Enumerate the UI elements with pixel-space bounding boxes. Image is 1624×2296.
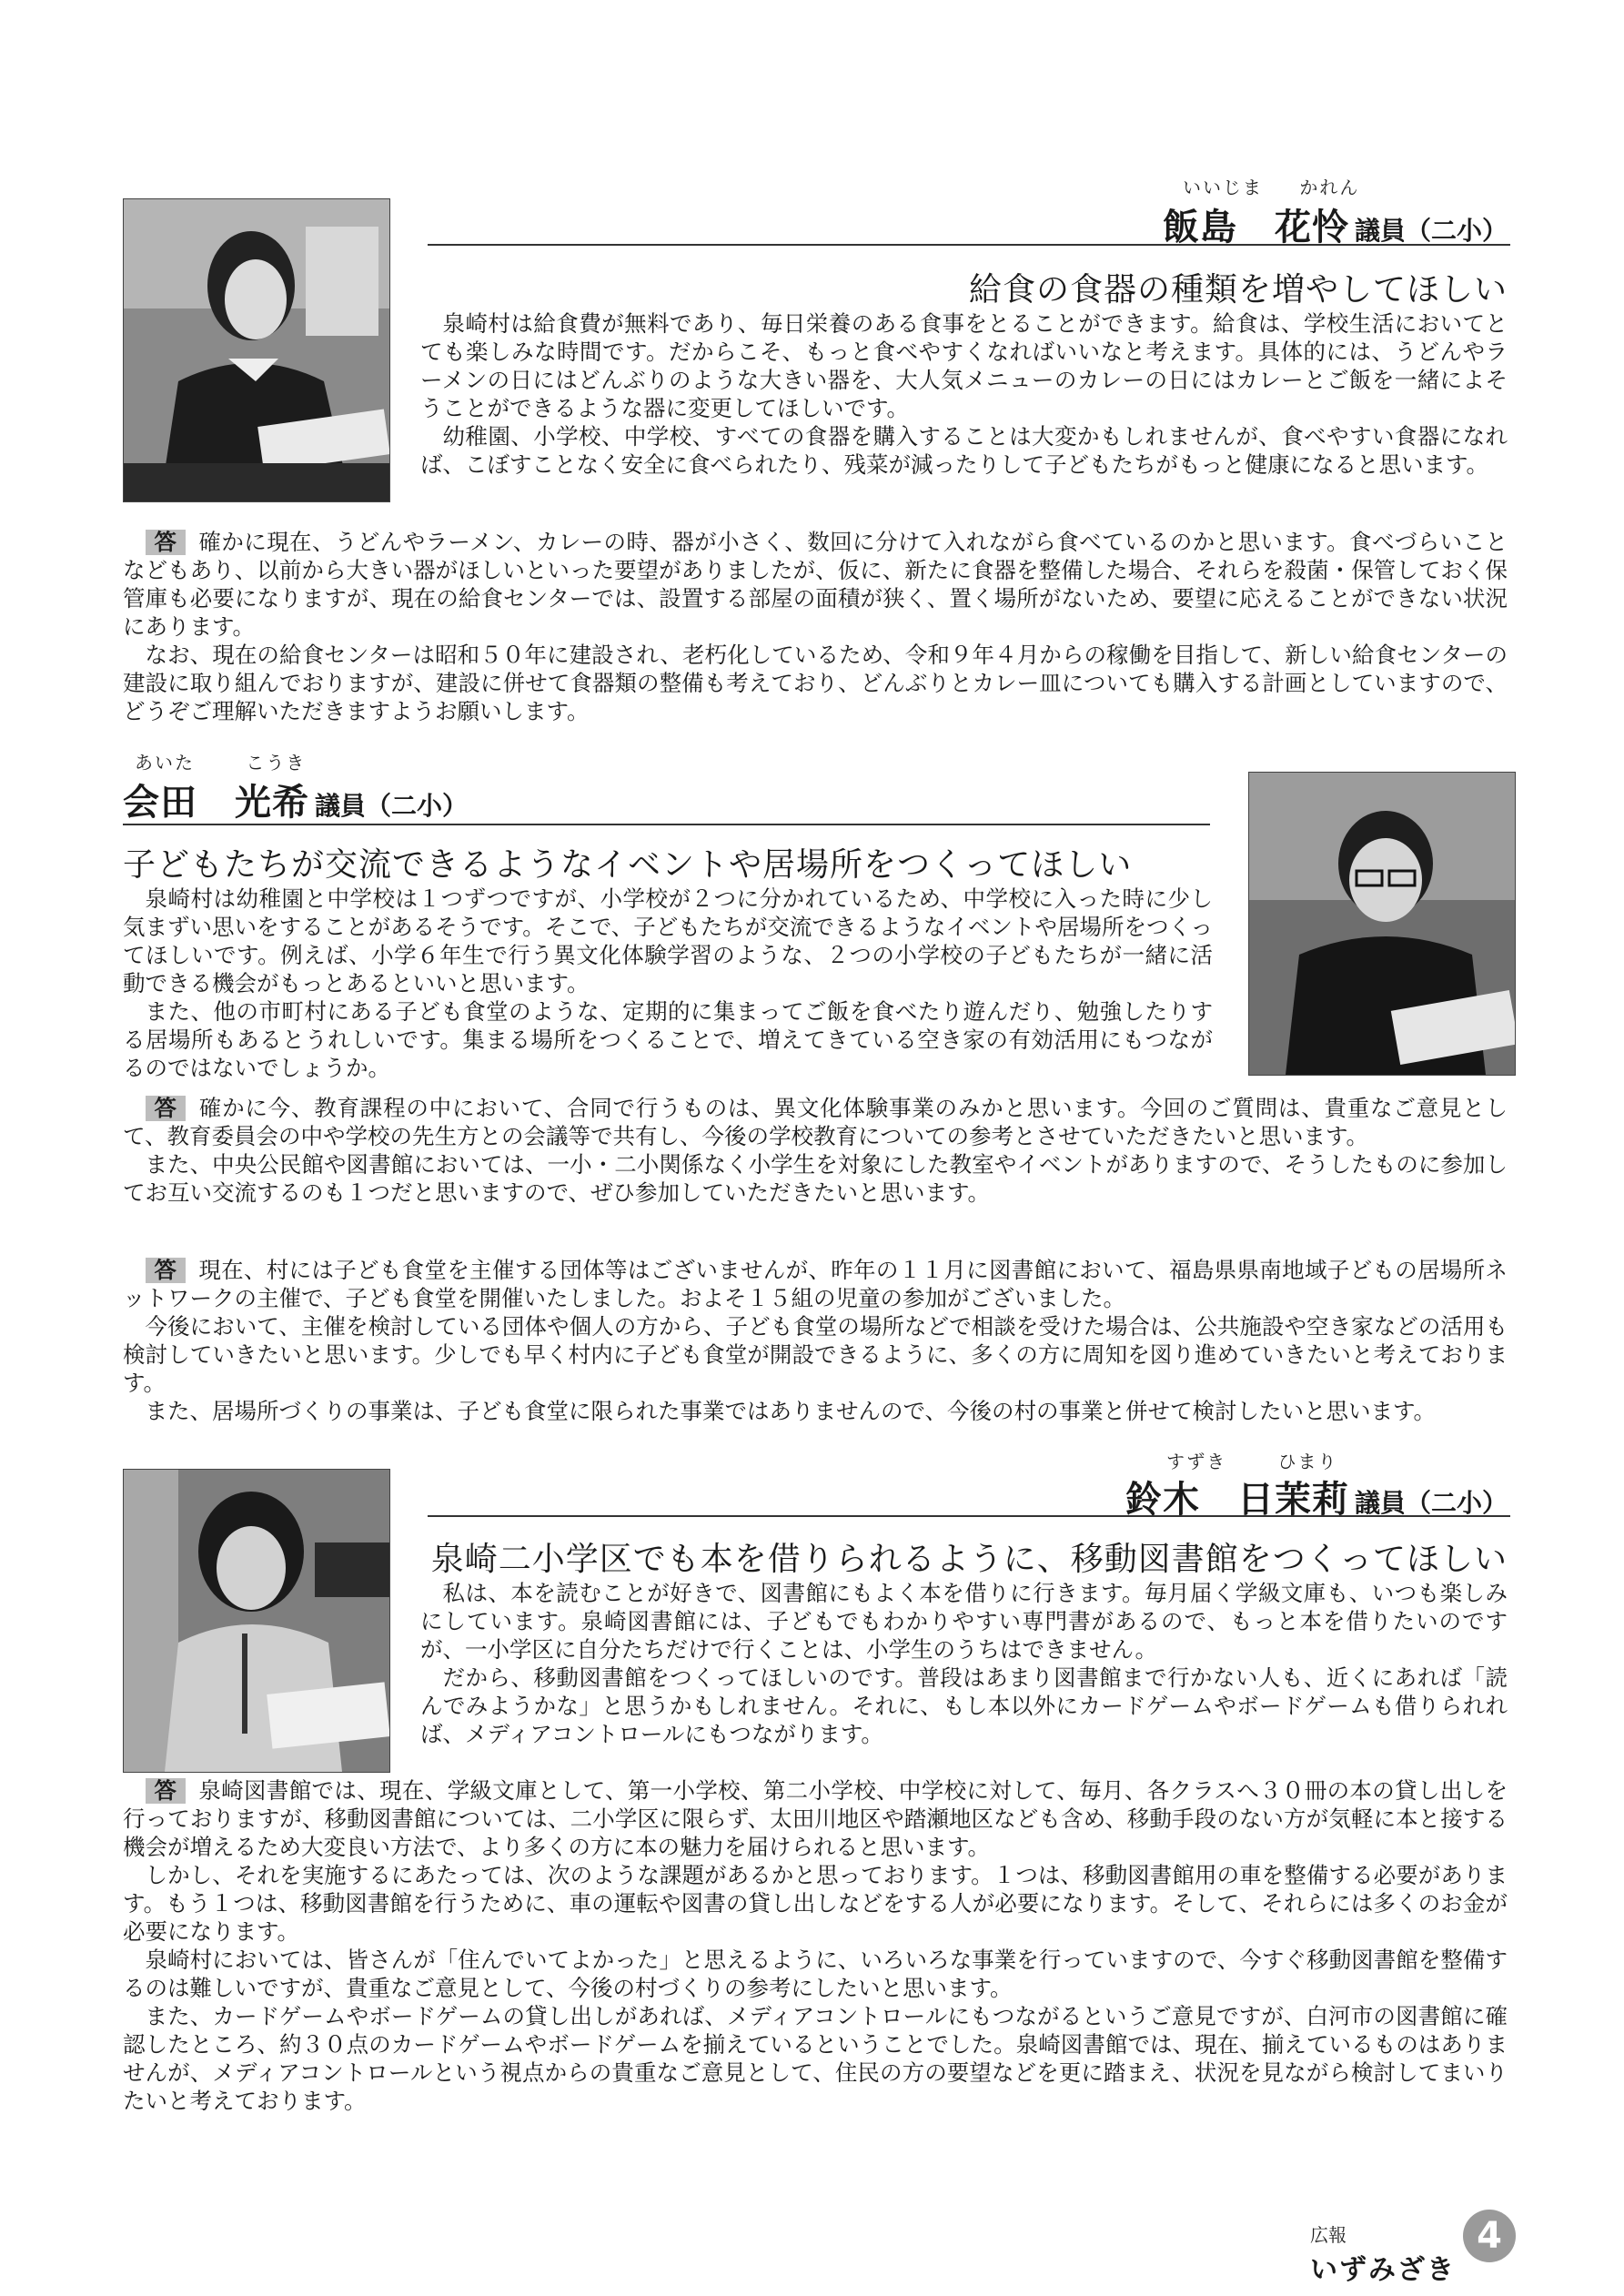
speaker-name-iijima: 飯島 花怜 議員（二小） [1162,207,1508,248]
footer-brand [1310,2220,1456,2287]
question-body [123,885,1213,1082]
ruby-family: あいた [135,752,195,774]
question-paragraph: 私は、本を読むことが好きで、図書館にもよく本を借りに行きます。毎月届く学級文庫も、いつも楽しみにしています。泉崎図書館には、子どもでもわかりやすい専門書があるので、もっと本を借りたいのですが、一小学区に自分たちだけで行くことは、小学生のうちはできません。 [420,1580,1508,1663]
answer-paragraph: 今後において、主催を検討している団体や個人の方から、子ども食堂の場所などで相談を受けた場合は、公共施設や空き家などの活用も検討していきたいと思います。少しでも早く村内に子ども食堂が開設できるように、多くの方に周知を図り進めていきたいと考えております。 [123,1313,1508,1396]
photo-iijima [123,198,390,502]
question-body [420,1579,1508,1748]
question-body [420,309,1508,479]
speaker-name-suzuki: 鈴木 日茉莉 議員（二小） [1125,1479,1508,1521]
question-headline: 給食の食器の種類を増やしてほしい [968,271,1508,308]
ruby-suzuki [1166,1447,1338,1473]
name-rule [428,1515,1510,1517]
question-paragraph: また、他の市町村にある子ども食堂のような、定期的に集まってご飯を食べたり遊んだり、勉強したりする居場所もあるとうれしいです。集まる場所をつくることで、増えてきている空き家の有効活用にもつながるのではないでしょうか。 [123,998,1213,1081]
question-paragraph: だから、移動図書館をつくってほしいのです。普段はあまり図書館まで行かない人も、近くにあれば「読んでみようかな」と思うかもしれません。それに、もし本以外にカードゲームやボードゲームも借りられれば、メディアコントロールにもつながります。 [420,1664,1508,1747]
footer-label-small: 広報 [1310,2224,1347,2246]
question-headline: 泉崎二小学区でも本を借りられるように、移動図書館をつくってほしい [430,1541,1508,1578]
speaker-role: 議員（二小） [315,791,469,821]
answer-body [123,1776,1508,2115]
ruby-given: ひまり [1277,1451,1338,1472]
answer-paragraph: 泉崎村においては、皆さんが「住んでいてよかった」と思えるように、いろいろな事業を行っていますので、今すぐ移動図書館を整備するのは難しいですが、貴重なご意見として、今後の村づくりの参考にしたいと思います。 [123,1947,1508,2001]
answer-paragraph: また、中央公民館や図書館においては、一小・二小関係なく小学生を対象にした教室やイベントがありますので、そうしたものに参加してお互い交流するのも１つだと思いますので、ぜひ参加していただきたいと思います。 [123,1151,1508,1206]
answer-tag: 答 [146,1258,187,1283]
photo-suzuki [123,1469,390,1773]
answer-body [123,528,1508,725]
answer-paragraph: なお、現在の給食センターは昭和５０年に建設され、老朽化しているため、令和９年４月からの稼働を目指して、新しい給食センターの建設に取り組んでおりますが、建設に併せて食器類の整備も考えており、どんぶりとカレー皿についても購入する計画としていますので、どうぞご理解いただきますようお願いします。 [123,642,1508,724]
answer-paragraph: また、カードゲームやボードゲームの貸し出しがあれば、メディアコントロールにもつながるというご意見ですが、白河市の図書館に確認したところ、約３０点のカードゲームやボードゲームを揃えているということでした。泉崎図書館では、現在、揃えているものはありませんが、メディアコントロールという視点からの貴重なご意見として、住民の方の要望などを更に踏まえ、状況を見ながら検討してまいりたいと考えております。 [123,2003,1508,2114]
answer-body [123,1256,1508,1425]
answer-paragraph: 答 確かに現在、うどんやラーメン、カレーの時、器が小さく、数回に分けて入れながら食べているのかと思います。食べづらいことなどもあり、以前から大きい器がほしいといった要望がありましたが、仮に、新たに食器を整備した場合、それらを殺菌・保管しておく保管庫も必要になりますが、現在の給食センターでは、設置する部屋の面積が狭く、置く場所がないため、要望に応えることができない状況にあります。 [123,529,1508,640]
speaker-role: 議員（二小） [1354,216,1508,246]
answer-body [123,1094,1508,1207]
answer-paragraph: 答 現在、村には子ども食堂を主催する団体等はございませんが、昨年の１１月に図書館において、福島県県南地域子どもの居場所ネットワークの主催で、子ども食堂を開催いたしました。およそ１５組の児童の参加がございました。 [123,1257,1508,1311]
question-paragraph: 幼稚園、小学校、中学校、すべての食器を購入することは大変かもしれませんが、食べやすい食器になれば、こぼすことなく安全に食べられたり、残菜が減ったりして子どもたちがもっと健康になると思います。 [420,423,1508,478]
photo-aita [1248,772,1516,1076]
answer-tag: 答 [146,1778,187,1804]
footer-label-big: いずみざき [1310,2254,1456,2286]
speaker-role: 議員（二小） [1354,1488,1508,1518]
question-paragraph: 泉崎村は幼稚園と中学校は１つずつですが、小学校が２つに分かれているため、中学校に入った時に少し気まずい思いをすることがあるそうです。そこで、子どもたちが交流できるようなイベントや居場所をつくってほしいです。例えば、小学６年生で行う異文化体験学習のような、２つの小学校の子どもたちが一緒に活動できる機会がもっとあるといいと思います。 [123,885,1213,996]
ruby-family: いいじま [1183,177,1263,198]
ruby-iijima [1183,173,1359,199]
answer-paragraph: 答 泉崎図書館では、現在、学級文庫として、第一小学校、第二小学校、中学校に対して、毎月、各クラスへ３０冊の本の貸し出しを行っておりますが、移動図書館については、二小学区に限らず、太田川地区や踏瀬地区なども含め、移動手段のない方が気軽に本と接する機会が増えるため大変良い方法で、より多くの方に本の魅力を届けられると思います。 [123,1777,1508,1860]
answer-tag: 答 [146,1096,187,1121]
name-rule [123,824,1210,825]
question-paragraph: 泉崎村は給食費が無料であり、毎日栄養のある食事をとることができます。給食は、学校生活においてとても楽しみな時間です。だからこそ、もっと食べやすくなればいいなと考えます。具体的には、うどんやラーメンの日にはどんぶりのような大きい器を、大人気メニューのカレーの日にはカレーとご飯を一緒によそうことができるような器に変更してほしいです。 [420,310,1508,421]
answer-paragraph: また、居場所づくりの事業は、子ども食堂に限られた事業ではありませんので、今後の村の事業と併せて検討したいと思います。 [145,1398,1437,1424]
ruby-family: すずき [1166,1451,1227,1472]
answer-paragraph: 答 確かに今、教育課程の中において、合同で行うものは、異文化体験事業のみかと思います。今回のご質問は、貴重なご意見として、教育委員会の中や学校の先生方との会議等で共有し、今後の学校教育についての参考とさせていただきたいと思います。 [123,1095,1508,1149]
speaker-name-aita: 会田 光希 議員（二小） [123,782,469,824]
ruby-given: こうき [246,752,307,774]
answer-tag: 答 [146,530,187,555]
question-headline: 子どもたちが交流できるようなイベントや居場所をつくってほしい [123,846,1133,884]
ruby-given: かれん [1299,177,1360,198]
name-rule [428,244,1510,246]
page-number: 4 [1463,2210,1516,2262]
answer-paragraph: しかし、それを実施するにあたっては、次のような課題があるかと思っております。１つは、移動図書館用の車を整備する必要があります。もう１つは、移動図書館を行うために、車の運転や図書の貸し出しなどをする人が必要になります。そして、それらには多くのお金が必要になります。 [123,1862,1508,1945]
ruby-aita [135,748,306,774]
